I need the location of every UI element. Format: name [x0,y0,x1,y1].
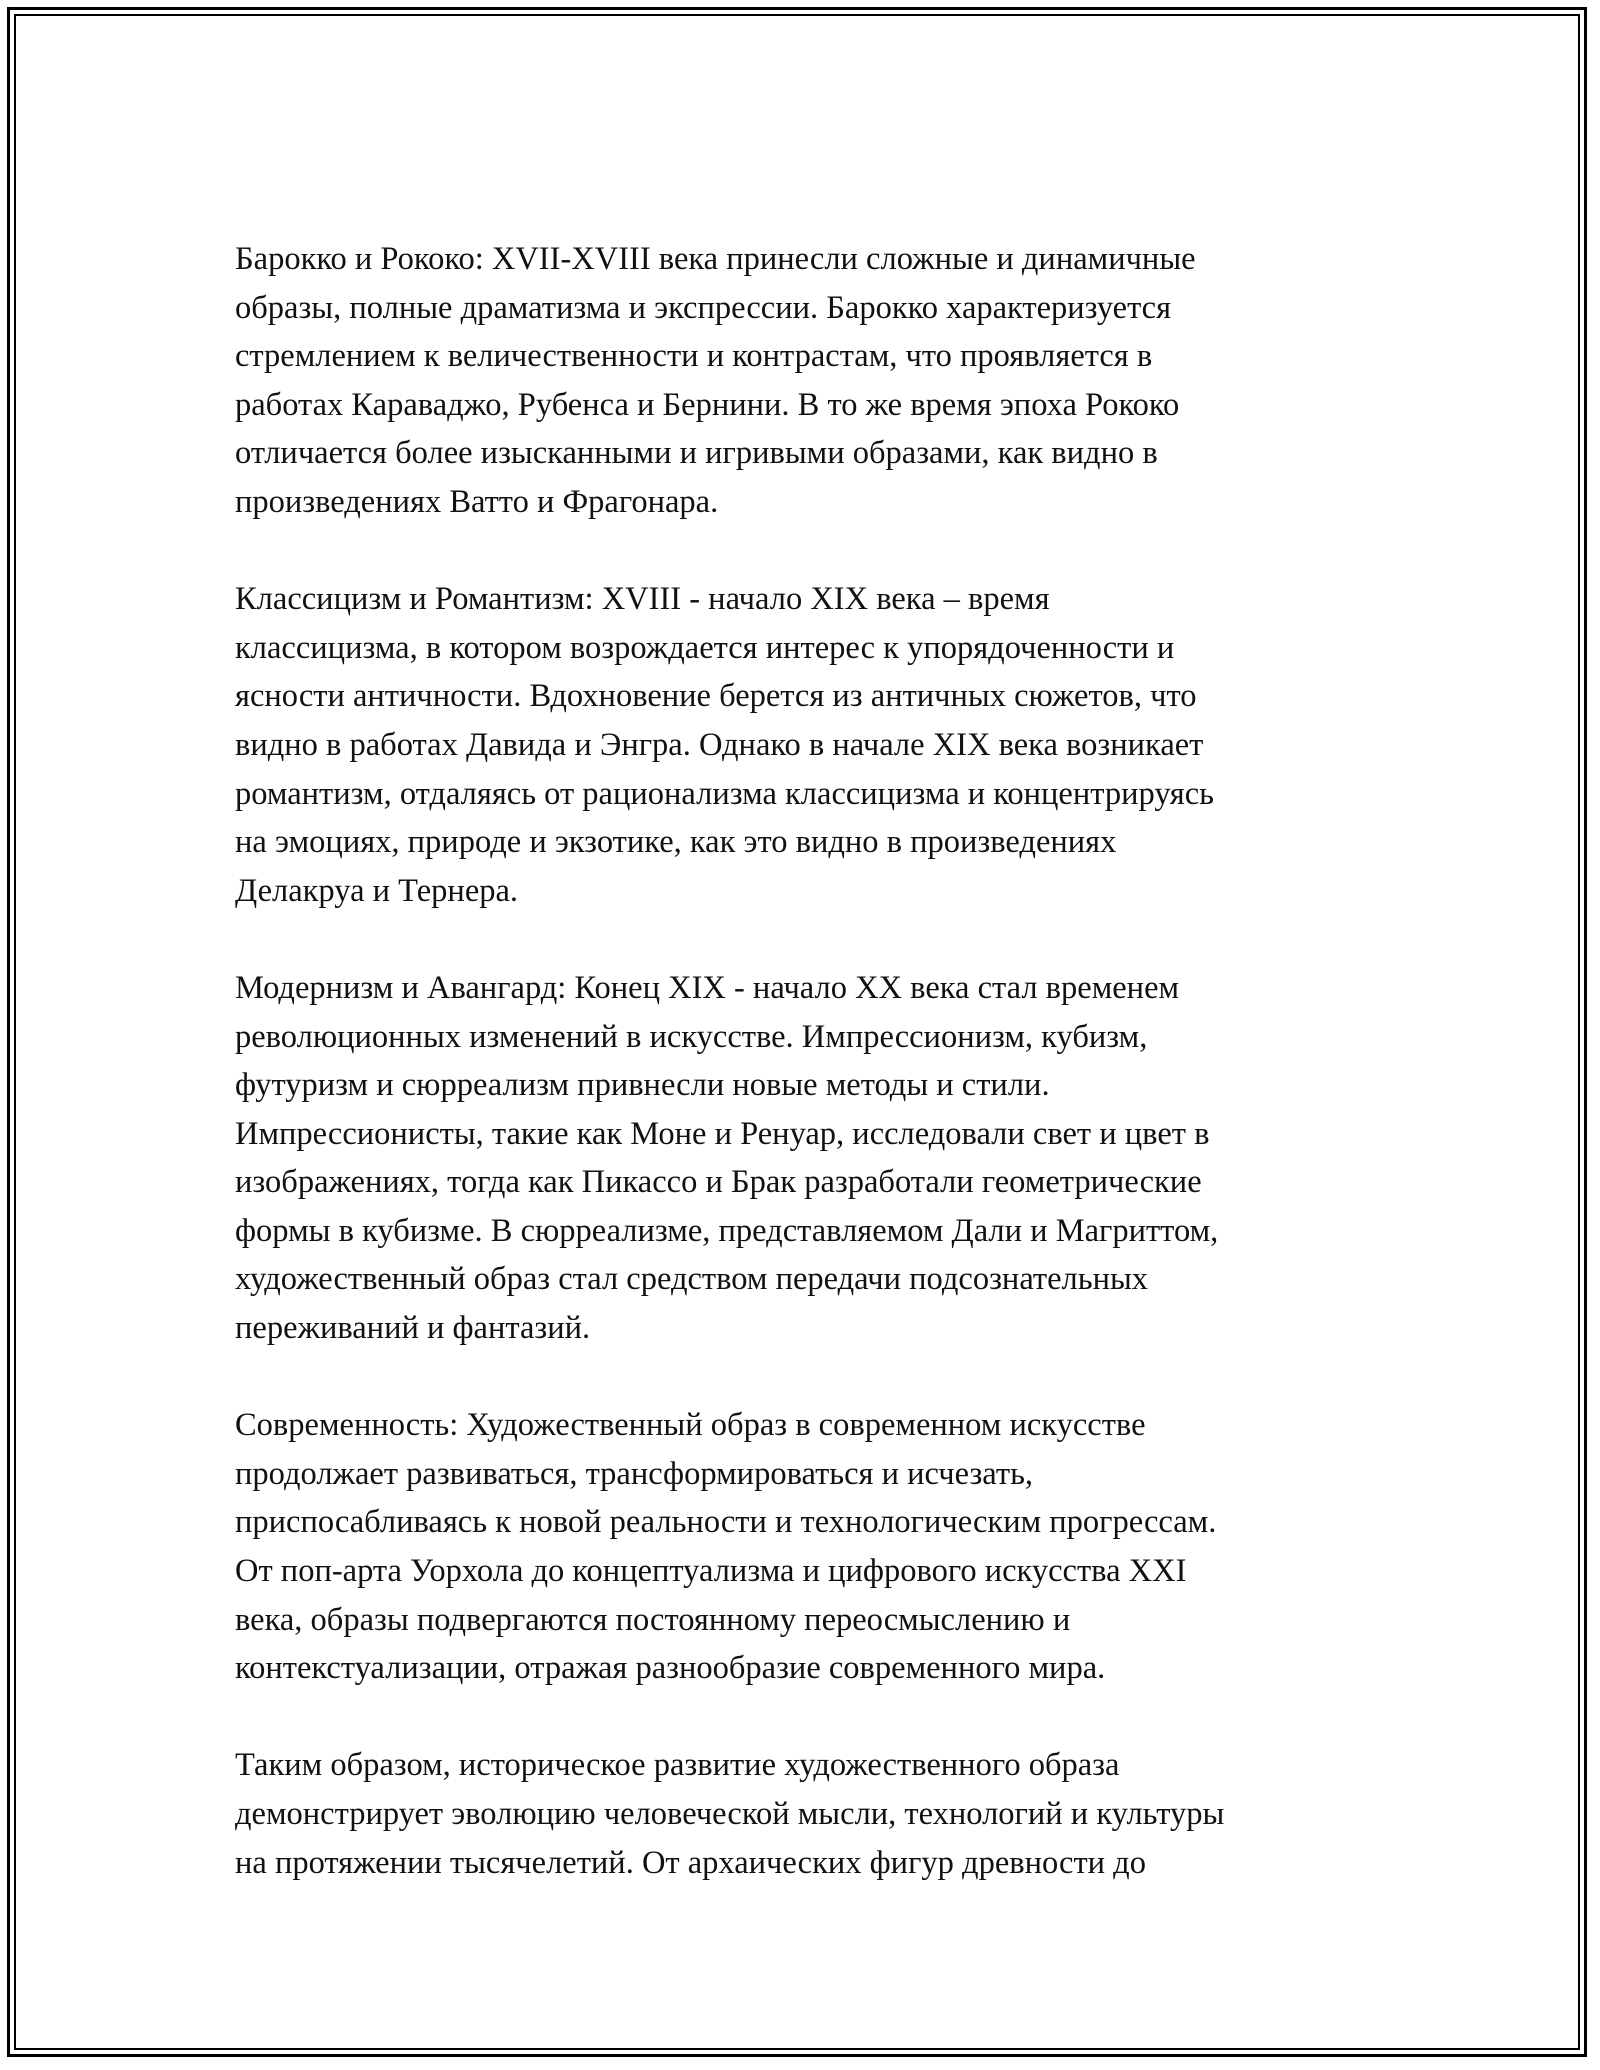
text-line: образы, полные драматизма и экспрессии. Барокко характеризуется [235,289,1172,326]
text-line: От поп-арта Уорхола до концептуализма и цифрового искусства XXI [235,1553,1187,1590]
text-line: видно в работах Давида и Энгра. Однако в начале XIX века возникает [235,726,1204,763]
paragraph-classicism-romanticism [235,575,1370,915]
text-line: на протяжении тысячелетий. От архаических фигур древности до [235,1844,1146,1881]
text-line: работах Караваджо, Рубенса и Бернини. В то же время эпоха Рококо [235,386,1180,423]
text-line: отличается более изысканными и игривыми образами, как видно в [235,435,1158,472]
text-line: стремлением к величественности и контрастам, что проявляется в [235,338,1153,375]
text-line: произведениях Ватто и Фрагонара. [235,483,719,520]
text-line: ясности античности. Вдохновение берется из античных сюжетов, что [235,678,1197,715]
paragraph-contemporary [235,1401,1370,1693]
text-line: Таким образом, историческое развитие художественного образа [235,1747,1120,1784]
text-line: художественный образ стал средством передачи подсознательных [235,1261,1149,1298]
paragraph-baroque-rococo [235,235,1370,527]
text-line: контекстуализации, отражая разнообразие современного мира. [235,1650,1106,1687]
text-line: формы в кубизме. В сюрреализме, представляемом Дали и Магриттом, [235,1212,1219,1249]
paragraph-conclusion [235,1741,1370,1887]
text-line: Модернизм и Авангард: Конец XIX - начало XX века стал временем [235,969,1180,1006]
text-line: Современность: Художественный образ в современном искусстве [235,1407,1146,1444]
text-line: приспосабливаясь к новой реальности и технологическим прогрессам. [235,1504,1217,1541]
text-line: Импрессионисты, такие как Моне и Ренуар, исследовали свет и цвет в [235,1115,1210,1152]
text-line: романтизм, отдаляясь от рационализма классицизма и концентрируясь [235,775,1214,812]
text-line: Делакруа и Тернера. [235,872,519,909]
text-line: изображениях, тогда как Пикассо и Брак разработали геометрические [235,1164,1202,1201]
document-body [235,235,1370,1936]
paragraph-modernism-avantgarde [235,964,1370,1353]
text-line: классицизма, в котором возрождается интерес к упорядоченности и [235,629,1175,666]
text-line: Барокко и Рококо: XVII-XVIII века принесли сложные и динамичные [235,241,1196,277]
text-line: переживаний и фантазий. [235,1310,591,1347]
text-line: века, образы подвергаются постоянному переосмыслению и [235,1601,1071,1638]
text-line: на эмоциях, природе и экзотике, как это видно в произведениях [235,824,1117,861]
text-line: демонстрирует эволюцию человеческой мысли, технологий и культуры [235,1796,1225,1832]
text-line: революционных изменений в искусстве. Импрессионизм, кубизм, [235,1018,1148,1055]
text-line: футуризм и сюрреализм привнесли новые методы и стили. [235,1067,1050,1104]
text-line: продолжает развиваться, трансформироваться и исчезать, [235,1455,1034,1492]
text-line: Классицизм и Романтизм: XVIII - начало XIX века – время [235,581,1050,618]
